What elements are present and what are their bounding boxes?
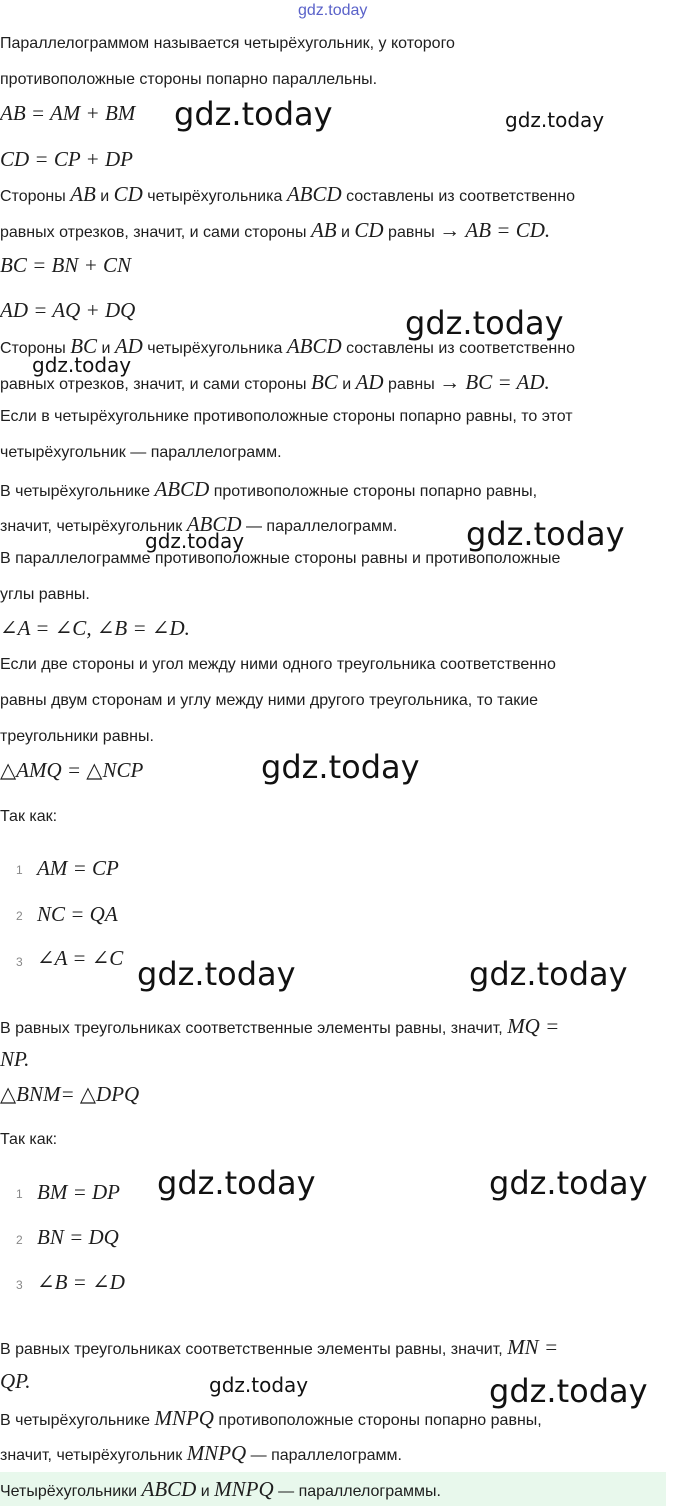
text-line: углы равны.: [0, 586, 90, 603]
watermark: gdz.today: [157, 1164, 316, 1202]
list-number: 1: [16, 863, 23, 877]
text-line: равны двум сторонам и углу между ними другого треугольника, то такие: [0, 692, 539, 709]
watermark: gdz.today: [145, 529, 245, 553]
watermark: gdz.today: [32, 353, 132, 377]
list-number: 2: [16, 909, 23, 923]
text-line: NP.: [0, 1047, 30, 1071]
text-line: QP.: [0, 1369, 31, 1393]
watermark: gdz.today: [466, 515, 625, 553]
list-item: AM = CP: [37, 856, 119, 880]
watermark: gdz.today: [137, 955, 296, 993]
list-number: 2: [16, 1233, 23, 1247]
equation-ad: AD = AQ + DQ: [0, 298, 136, 322]
text-line: Так как:: [0, 808, 58, 825]
text-line: В параллелограмме противоположные стороны равны и противоположные: [0, 550, 561, 567]
equation-angles: ∠A = ∠C, ∠B = ∠D.: [0, 616, 190, 640]
definition-line-2: противоположные стороны попарно параллельны.: [0, 71, 378, 88]
text-line: Если в четырёхугольнике противоположные стороны попарно равны, то этот: [0, 408, 573, 425]
equation-triangles-1: △AMQ = △NCP: [0, 758, 144, 782]
watermark: gdz.today: [209, 1373, 309, 1397]
text-line: Стороны AB и CD четырёхугольника ABCD составлены из соответственно: [0, 182, 575, 206]
text-line: В четырёхугольнике MNPQ противоположные стороны попарно равны,: [0, 1406, 542, 1430]
list-item: ∠B = ∠D: [37, 1270, 125, 1294]
text-line: В равных треугольниках соответственные элементы равны, значит, MN =: [0, 1335, 559, 1359]
list-item: ∠A = ∠C: [37, 946, 124, 970]
watermark-top: gdz.today: [298, 2, 368, 19]
list-number: 3: [16, 955, 23, 969]
list-item: BN = DQ: [37, 1225, 119, 1249]
list-number: 1: [16, 1187, 23, 1201]
conclusion-line: Четырёхугольники ABCD и MNPQ — параллелограммы.: [0, 1477, 441, 1501]
watermark: gdz.today: [505, 108, 605, 132]
equation-bc: BC = BN + CN: [0, 253, 132, 277]
text-line: В равных треугольниках соответственные элементы равны, значит, MQ =: [0, 1014, 560, 1038]
list-item: NC = QA: [37, 902, 118, 926]
definition-line-1: Параллелограммом называется четырёхугольник, у которого: [0, 35, 455, 52]
watermark: gdz.today: [174, 95, 333, 133]
equation-cd: CD = CP + DP: [0, 147, 133, 171]
text-line: Стороны BC и AD четырёхугольника ABCD составлены из соответственно: [0, 334, 575, 358]
text-line: значит, четырёхугольник MNPQ — параллелограмм.: [0, 1441, 402, 1465]
watermark: gdz.today: [489, 1372, 648, 1410]
text-line: В четырёхугольнике ABCD противоположные стороны попарно равны,: [0, 477, 538, 501]
watermark: gdz.today: [261, 748, 420, 786]
text-line: значит, четырёхугольник ABCD — параллелограмм.: [0, 512, 398, 536]
text-line: Так как:: [0, 1131, 58, 1148]
watermark: gdz.today: [489, 1164, 648, 1202]
text-line: четырёхугольник — параллелограмм.: [0, 444, 282, 461]
text-line: Если две стороны и угол между ними одного треугольника соответственно: [0, 656, 556, 673]
equation-triangles-2: △BNM= △DPQ: [0, 1082, 140, 1106]
list-item: BM = DP: [37, 1180, 120, 1204]
watermark: gdz.today: [469, 955, 628, 993]
watermark: gdz.today: [405, 304, 564, 342]
text-line: равных отрезков, значит, и сами стороны BC и AD равны → BC = AD.: [0, 370, 550, 394]
text-line: равных отрезков, значит, и сами стороны AB и CD равны → AB = CD.: [0, 218, 551, 242]
list-number: 3: [16, 1278, 23, 1292]
text-line: треугольники равны.: [0, 728, 154, 745]
equation-ab: AB = AM + BM: [0, 101, 136, 125]
